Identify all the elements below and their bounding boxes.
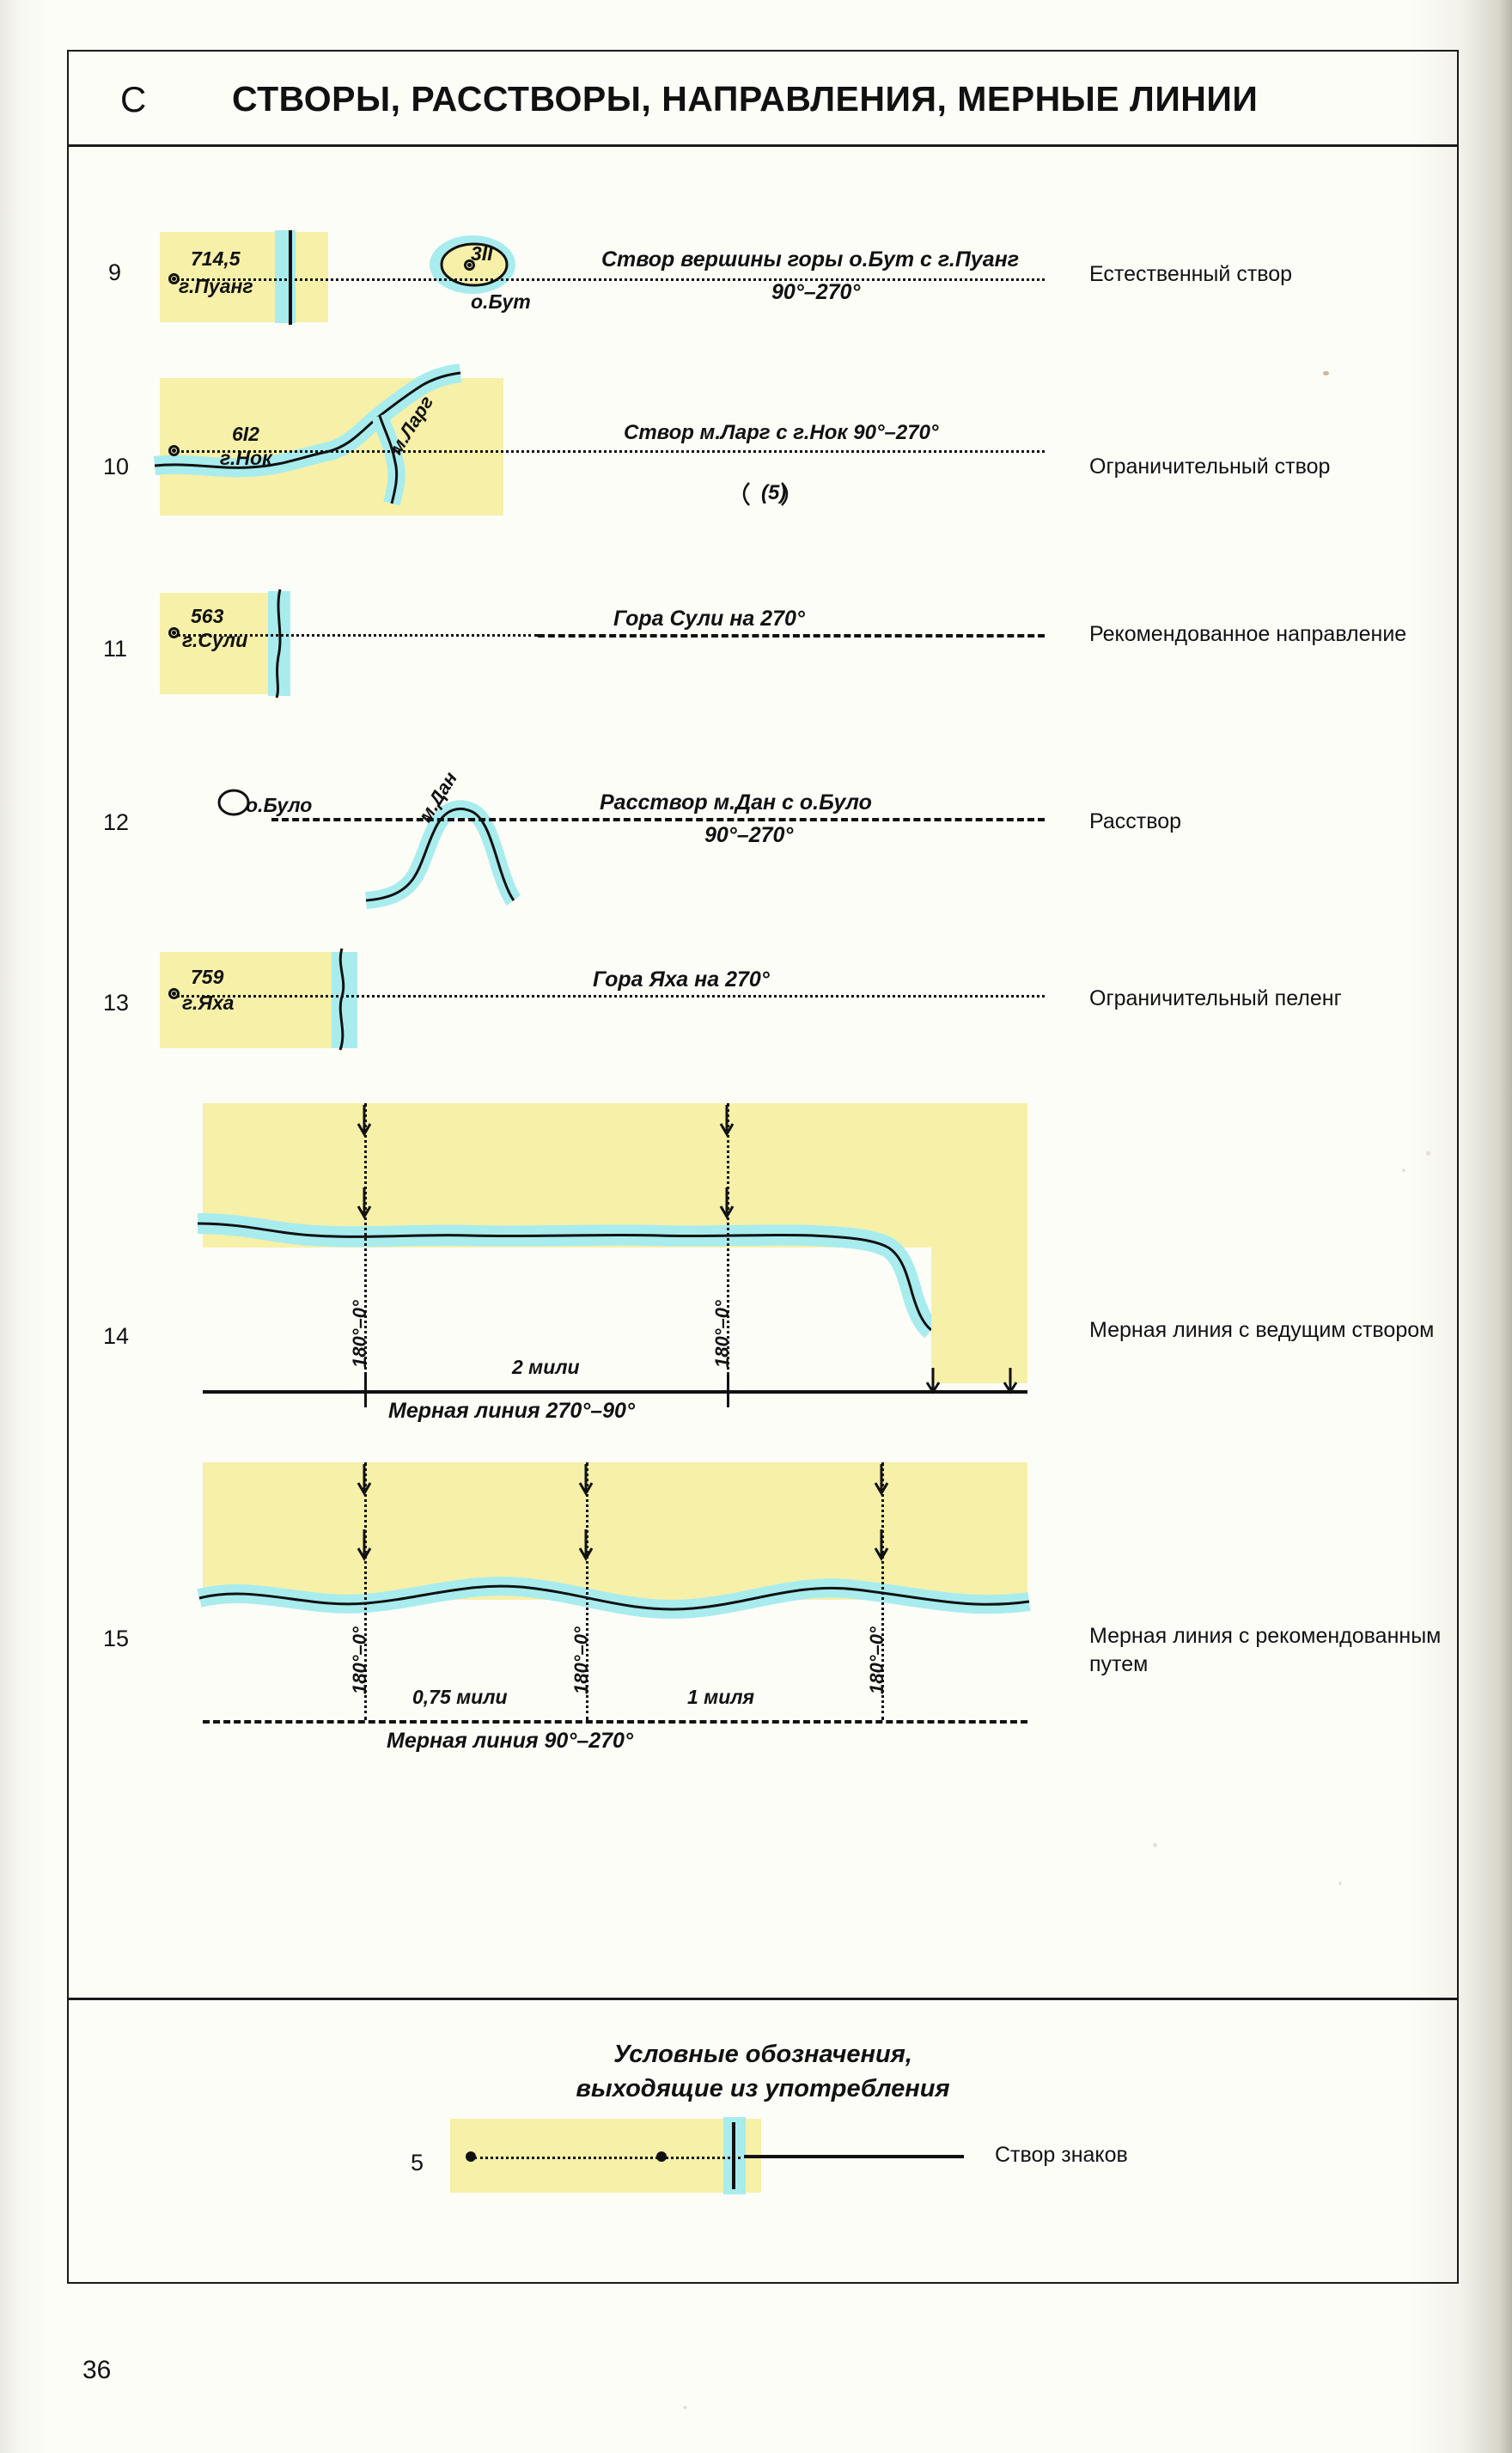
row-number-15: 15 bbox=[103, 1626, 130, 1651]
row10-description: Ограничительный створ bbox=[1089, 455, 1331, 479]
row14-beacon-arrow-2 bbox=[718, 1105, 739, 1139]
row10-peak-dot bbox=[172, 448, 176, 453]
row13-height-label: 759 bbox=[191, 966, 224, 988]
row12-caption-line2: 90°–270° bbox=[704, 823, 794, 847]
legend-title-line1: Условные обозначения, bbox=[613, 2041, 912, 2068]
row11-coast-line bbox=[258, 589, 301, 699]
row14-beacon-arrow-4 bbox=[718, 1187, 739, 1222]
row10-caption-line2: (5) bbox=[761, 481, 787, 504]
row13-caption-line1: Гора Яха на 270° bbox=[593, 967, 770, 992]
row10-caption-line1: Створ м.Ларг с г.Нок 90°–270° bbox=[624, 421, 939, 444]
row11-height-label: 563 bbox=[191, 605, 224, 627]
row15-bearing-label-3: 180°–0° bbox=[866, 1626, 887, 1694]
row14-distance-label: 2 мили bbox=[512, 1356, 580, 1378]
row15-beacon-arrow-3 bbox=[873, 1464, 893, 1498]
legend-divider bbox=[69, 1998, 1457, 2000]
row14-measured-tick-1 bbox=[364, 1373, 367, 1407]
row14-description: Мерная линия с ведущим створом bbox=[1089, 1318, 1435, 1342]
row10-alignment-dotted-line bbox=[177, 450, 1045, 453]
row12-island-label: о.Було bbox=[246, 794, 313, 816]
row-number-11: 11 bbox=[103, 636, 128, 662]
row9-coast-strip bbox=[275, 230, 296, 323]
row14-beacon-arrow-1 bbox=[356, 1105, 376, 1139]
legend-alignment-dotted-line bbox=[474, 2157, 741, 2159]
row15-coastline bbox=[194, 1569, 1053, 1629]
title-divider bbox=[69, 144, 1457, 147]
row14-bearing-label-2: 180°–0° bbox=[711, 1300, 733, 1368]
row14-land-right bbox=[931, 1248, 1027, 1383]
row13-description: Ограничительный пеленг bbox=[1089, 986, 1342, 1010]
row11-description: Рекомендованное направление bbox=[1089, 622, 1407, 646]
row9-caption-line2: 90°–270° bbox=[771, 280, 861, 304]
sheet-letter: C bbox=[120, 79, 148, 119]
row12-caption-line1: Расствор м.Дан с о.Було bbox=[600, 790, 872, 815]
row14-bearing-label-1: 180°–0° bbox=[349, 1300, 370, 1368]
row11-peak-dot bbox=[172, 631, 176, 635]
row11-peak-label: г.Сули bbox=[182, 629, 248, 651]
row9-caption-line1: Створ вершины горы о.Бут с г.Пуанг bbox=[601, 247, 1020, 272]
row10-peak-label: г.Нок bbox=[220, 447, 272, 469]
row14-measured-line bbox=[203, 1390, 1027, 1394]
row9-alignment-dotted-line bbox=[177, 278, 1045, 281]
page-title: СТВОРЫ, РАССТВОРЫ, НАПРАВЛЕНИЯ, МЕРНЫЕ ЛИНИИ bbox=[232, 79, 1259, 119]
row9-height-label: 714,5 bbox=[191, 247, 241, 270]
row-number-9: 9 bbox=[108, 259, 122, 285]
row13-peak-label: г.Яха bbox=[182, 992, 235, 1014]
row13-peak-dot bbox=[172, 992, 176, 996]
row15-beacon-arrow-1 bbox=[356, 1464, 376, 1498]
row15-measured-dashed-line bbox=[203, 1720, 1027, 1724]
row9-peak-label: г.Пуанг bbox=[179, 275, 253, 297]
legend-alignment-solid-line bbox=[744, 2155, 964, 2158]
legend-title-line2: выходящие из употребления bbox=[576, 2075, 950, 2102]
row14-caption-line1: Мерная линия 270°–90° bbox=[388, 1399, 635, 1423]
row15-distance-label-2: 1 миля bbox=[687, 1686, 755, 1708]
row15-caption-line1: Мерная линия 90°–270° bbox=[387, 1729, 633, 1753]
row15-bearing-label-2: 180°–0° bbox=[570, 1626, 592, 1694]
row15-beacon-arrow-6 bbox=[873, 1529, 893, 1564]
page-number: 36 bbox=[82, 2356, 112, 2384]
row12-opening-dashed-line bbox=[271, 818, 1045, 821]
row9-coast-line bbox=[289, 230, 292, 325]
row10-cape-label: м.Ларг bbox=[385, 392, 438, 459]
legend-coast-line bbox=[732, 2122, 735, 2189]
row9-height2-label: 3II bbox=[471, 242, 493, 265]
row11-caption-line1: Гора Сули на 270° bbox=[613, 607, 805, 631]
row-number-13: 13 bbox=[103, 990, 130, 1016]
row11-direction-dotted-line bbox=[177, 634, 538, 637]
row-number-14: 14 bbox=[103, 1323, 130, 1349]
row15-beacon-arrow-5 bbox=[577, 1529, 598, 1564]
row15-beacon-arrow-4 bbox=[356, 1529, 376, 1564]
legend-item-description: Створ знаков bbox=[995, 2143, 1128, 2167]
row15-beacon-arrow-2 bbox=[577, 1464, 598, 1498]
row13-bearing-dotted-line bbox=[177, 995, 1045, 998]
row-number-10: 10 bbox=[103, 454, 130, 479]
row15-distance-label-1: 0,75 мили bbox=[412, 1686, 508, 1708]
row11-direction-dashed-line bbox=[538, 634, 1045, 638]
row9-island-label: о.Бут bbox=[471, 290, 531, 313]
row10-height-label: 6I2 bbox=[232, 423, 259, 445]
row15-bearing-label-1: 180°–0° bbox=[349, 1626, 370, 1694]
row14-measured-tick-2 bbox=[727, 1373, 729, 1407]
legend-item-number: 5 bbox=[411, 2150, 424, 2175]
row10-coastline bbox=[155, 361, 515, 533]
row9-peak-dot bbox=[172, 277, 176, 281]
row14-beacon-arrow-3 bbox=[356, 1187, 376, 1222]
scan-speckle bbox=[683, 2406, 687, 2409]
row13-coast-line bbox=[318, 949, 369, 1052]
row12-cape-label: м.Дан bbox=[414, 767, 462, 827]
row-number-12: 12 bbox=[103, 809, 130, 835]
row12-description: Расствор bbox=[1089, 809, 1182, 833]
row15-description: Мерная линия с рекомендованным путем bbox=[1089, 1624, 1442, 1676]
row9-description: Естественный створ bbox=[1089, 262, 1293, 286]
legend-land-patch bbox=[450, 2119, 761, 2193]
